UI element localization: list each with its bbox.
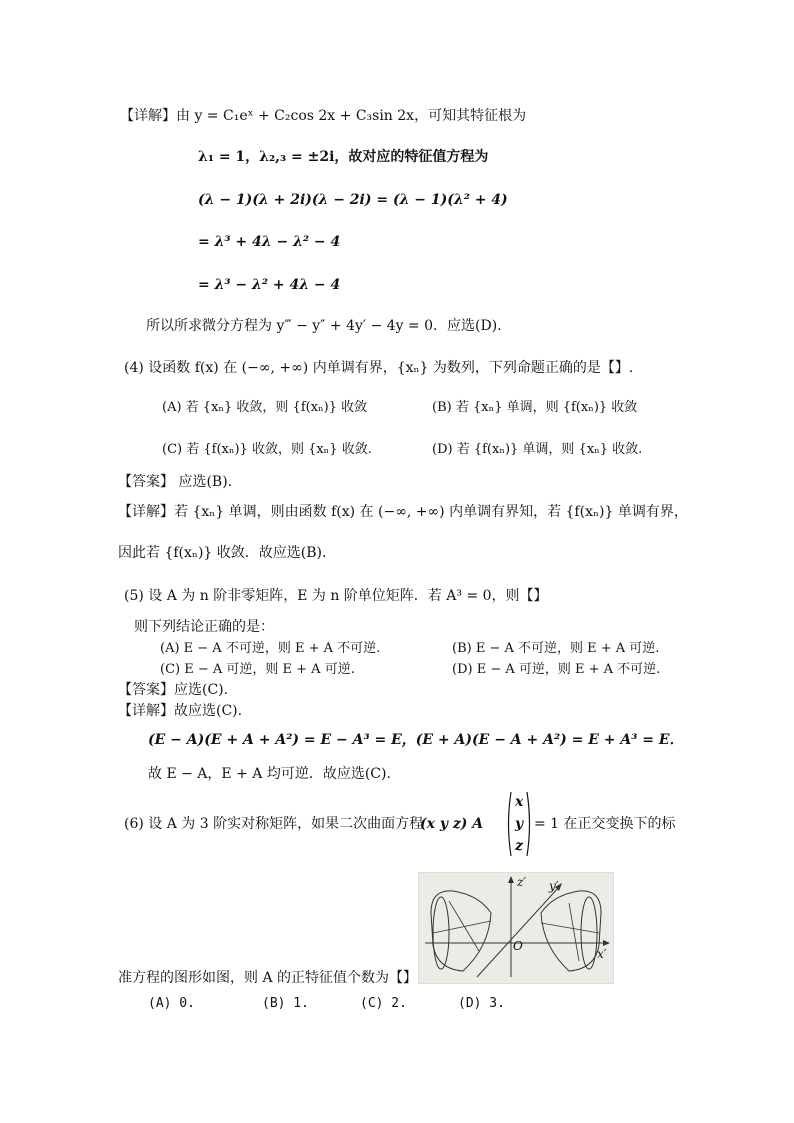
q4-option-d: (D) 若 {f(xₙ)} 单调，则 {xₙ} 收敛.: [432, 442, 643, 457]
q5-equation: (E − A)(E + A + A²) = E − A³ = E，(E + A)(E − A + A²) = E + A³ = E．: [148, 732, 684, 748]
x-axis-label: x′: [597, 947, 607, 961]
q5-option-a: (A) E − A 不可逆，则 E + A 不可逆.: [160, 641, 381, 656]
q6-row-vector: (x y z) A: [420, 816, 484, 832]
q6-option-c: (C) 2.: [360, 996, 407, 1011]
q4-option-a: (A) 若 {xₙ} 收敛，则 {f(xₙ)} 收敛: [162, 400, 368, 415]
origin-label: O: [513, 939, 523, 953]
q4-option-c: (C) 若 {f(xₙ)} 收敛，则 {xₙ} 收敛.: [162, 442, 372, 457]
q5-option-b: (B) E − A 不可逆，则 E + A 可逆.: [452, 641, 660, 656]
solution-eq-1: (λ − 1)(λ + 2i)(λ − 2i) = (λ − 1)(λ² + 4): [198, 192, 508, 208]
q6-option-a: (A) 0.: [148, 996, 195, 1011]
q5-option-c: (C) E − A 可逆，则 E + A 可逆.: [160, 662, 355, 677]
q6-column-vector: [506, 790, 532, 858]
question-4: (4) 设函数 f(x) 在 (−∞, +∞) 内单调有界，{xₙ} 为数列，下列命题正确的是【】.: [124, 360, 634, 376]
q5-prompt: 则下列结论正确的是：: [134, 619, 274, 635]
q5-answer: 【答案】应选(C).: [118, 682, 229, 698]
solution-line-1: 【详解】由 y = C₁eˣ + C₂cos 2x + C₃sin 2x，可知其特征根为: [120, 108, 527, 124]
question-6: (6) 设 A 为 3 阶实对称矩阵，如果二次曲面方程: [124, 816, 424, 832]
z-axis-label: z′: [517, 875, 527, 889]
q4-option-b: (B) 若 {xₙ} 单调，则 {f(xₙ)} 收敛: [432, 400, 638, 415]
q6-vector-x: x: [515, 794, 524, 810]
q5-option-d: (D) E − A 可逆，则 E + A 不可逆.: [452, 662, 661, 677]
q4-answer: 【答案】 应选(B).: [118, 474, 233, 490]
y-axis-label: y′: [549, 879, 559, 893]
q6-vector-z: z: [515, 838, 523, 854]
q6-continuation: = 1 在正交变换下的标: [534, 816, 676, 832]
solution-eq-3: = λ³ − λ² + 4λ − 4: [198, 277, 341, 293]
solution-conclusion: 所以所求微分方程为 y‴ − y″ + 4y′ − 4y = 0．应选(D).: [146, 318, 502, 334]
q6-prompt: 准方程的图形如图，则 A 的正特征值个数为【】: [118, 970, 418, 986]
q6-option-b: (B) 1.: [262, 996, 309, 1011]
question-5: (5) 设 A 为 n 阶非零矩阵，E 为 n 阶单位矩阵．若 A³ = 0，则【】: [124, 588, 548, 604]
q5-detail: 【详解】故应选(C).: [118, 703, 243, 719]
q5-conclusion: 故 E − A，E + A 均可逆．故应选(C).: [148, 766, 391, 782]
solution-line-2: λ₁ = 1，λ₂,₃ = ±2i，故对应的特征值方程为: [198, 149, 489, 165]
q6-vector-y: y: [515, 816, 524, 832]
q6-option-d: (D) 3.: [458, 996, 505, 1011]
solution-eq-2: = λ³ + 4λ − λ² − 4: [198, 234, 341, 250]
quadric-surface-figure: [418, 872, 614, 984]
q4-detail-1: 【详解】若 {xₙ} 单调，则由函数 f(x) 在 (−∞, +∞) 内单调有界知，若 {f(xₙ)} 单调有界，: [118, 504, 688, 520]
q4-detail-2: 因此若 {f(xₙ)} 收敛．故应选(B).: [118, 545, 327, 561]
